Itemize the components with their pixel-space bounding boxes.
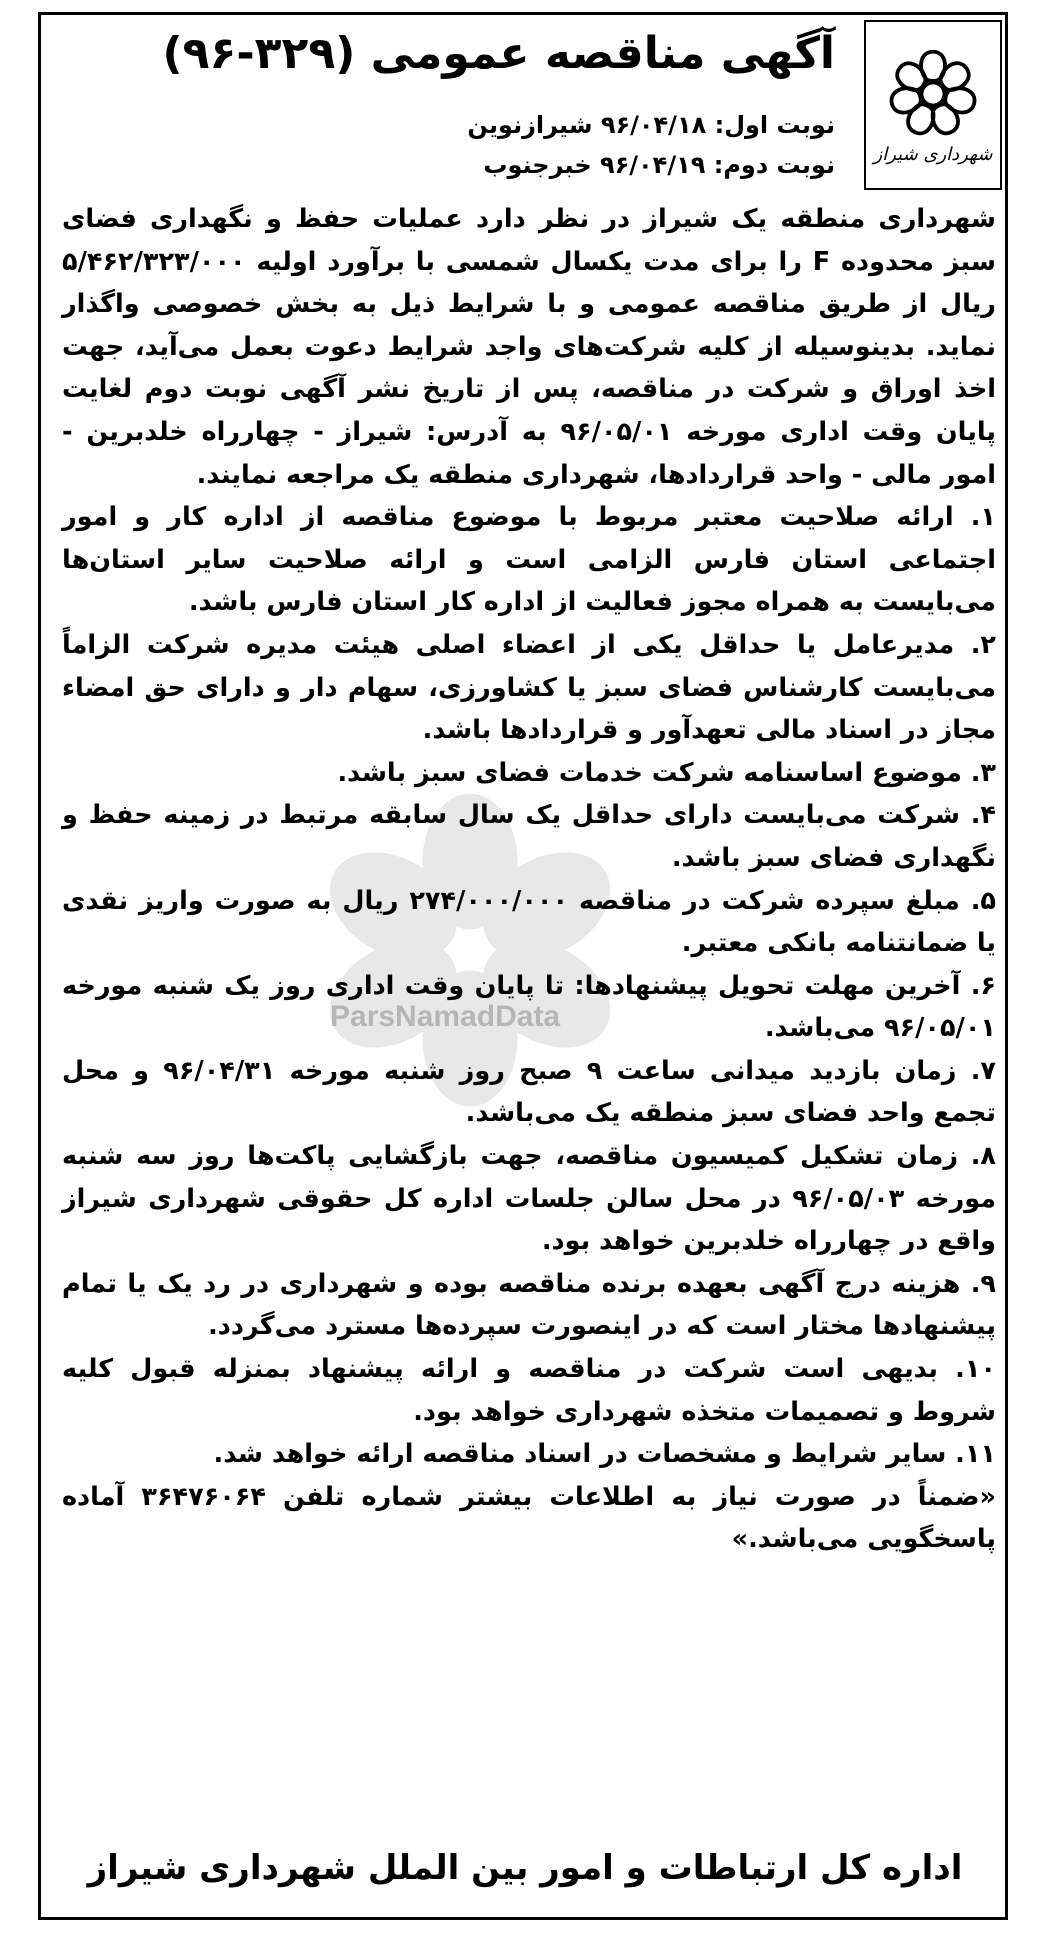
second-notice: نوبت دوم: ۹۶/۰۴/۱۹ خبرجنوب [483,151,835,179]
footer-signature: اداره کل ارتباطات و امور بین الملل شهرداری شیراز [87,1848,963,1888]
logo-text: شهرداری شیراز [873,143,993,165]
notice-body [62,198,996,1561]
shiraz-municipality-logo-icon [885,46,981,142]
logo-box [864,20,1002,190]
condition-item: ۱۰. بدیهی است شرکت در مناقصه و ارائه پیشنهاد بمنزله قبول کلیه شروط و تصمیمات متخذه شهرداری خواهد بود. [62,1354,996,1427]
condition-item: ۲. مدیرعامل یا حداقل یکی از اعضاء اصلی هیئت مدیره شرکت الزاماً می‌بایست کارشناس فضای سبز یا کشاورزی، سهام دار و دارای حق امضاء مجاز در اسناد مالی تعهدآور و قراردادها باشد. [62,629,996,746]
condition-item: ۴. شرکت می‌بایست دارای حداقل یک سال سابقه مرتبط در زمینه حفظ و نگهداری فضای سبز باشد. [62,800,996,873]
condition-item: ۱۱. سایر شرایط و مشخصات در اسناد مناقصه ارائه خواهد شد. [213,1439,996,1470]
first-notice: نوبت اول: ۹۶/۰۴/۱۸ شیرازنوین [467,111,835,139]
watermark-brand: ParsNamadData [330,1000,561,1033]
condition-item: ۹. هزینه درج آگهی بعهده برنده مناقصه بوده و شهرداری در رد یک یا تمام پیشنهادها مختار است که در اینصورت سپرده‌ها مسترد می‌گردد. [62,1268,996,1342]
intro-paragraph: شهرداری منطقه یک شیراز در نظر دارد عملیات حفظ و نگهداری فضای سبز محدوده F را برای مدت یکسال شمسی با برآورد اولیه ۵/۴۶۲/۳۲۳/۰۰۰ ریال از طریق مناقصه عمومی و با شرایط ذیل به بخش خصوصی واگذار نماید. بدینوسیله از کلیه شرکت‌های واجد شرایط دعوت بعمل می‌آید، جهت اخذ اوراق و شرکت در مناقصه، پس از تاریخ نشر آگهی نوبت دوم لغایت پایان وقت اداری مورخه ۹۶/۰۵/۰۱ به آدرس: شیراز - چهارراه خلدبرین - امور مالی - واحد قراردادها، شهرداری منطقه یک مراجعه نمایند. [62,204,996,490]
condition-item: ۷. زمان بازدید میدانی ساعت ۹ صبح روز شنبه مورخه ۹۶/۰۴/۳۱ و محل تجمع واحد فضای سبز منطقه یک می‌باشد. [62,1055,996,1129]
condition-item: ۱. ارائه صلاحیت معتبر مربوط با موضوع مناقصه از اداره کار و امور اجتماعی استان فارس الزامی است و ارائه صلاحیت سایر استان‌ها می‌بایست به همراه مجوز فعالیت از اداره کار استان فارس باشد. [62,502,996,618]
condition-item: ۵. مبلغ سپرده شرکت در مناقصه ۲۷۴/۰۰۰/۰۰۰ ریال به صورت واریز نقدی یا ضمانتنامه بانکی معتبر. [62,885,996,959]
contact-note: «ضمناً در صورت نیاز به اطلاعات بیشتر شماره تلفن ۳۶۴۷۶۰۶۴ آماده پاسخگویی می‌باشد.» [62,1481,997,1555]
publication-schedule [200,105,835,185]
notice-title: آگهی مناقصه عمومی (۳۲۹-۹۶) [162,28,835,79]
condition-item: ۳. موضوع اساسنامه شرکت خدمات فضای سبز باشد. [337,757,996,788]
condition-item: ۶. آخرین مهلت تحویل پیشنهادها: تا پایان وقت اداری روز یک شنبه مورخه ۹۶/۰۵/۰۱ می‌باشد. [62,970,996,1044]
condition-item: ۸. زمان تشکیل کمیسیون مناقصه، جهت بازگشایی پاکت‌ها روز سه شنبه مورخه ۹۶/۰۵/۰۳ در محل سالن جلسات اداره کل حقوقی شهرداری شیراز واقع در چهارراه خلدبرین خواهد بود. [62,1141,996,1257]
